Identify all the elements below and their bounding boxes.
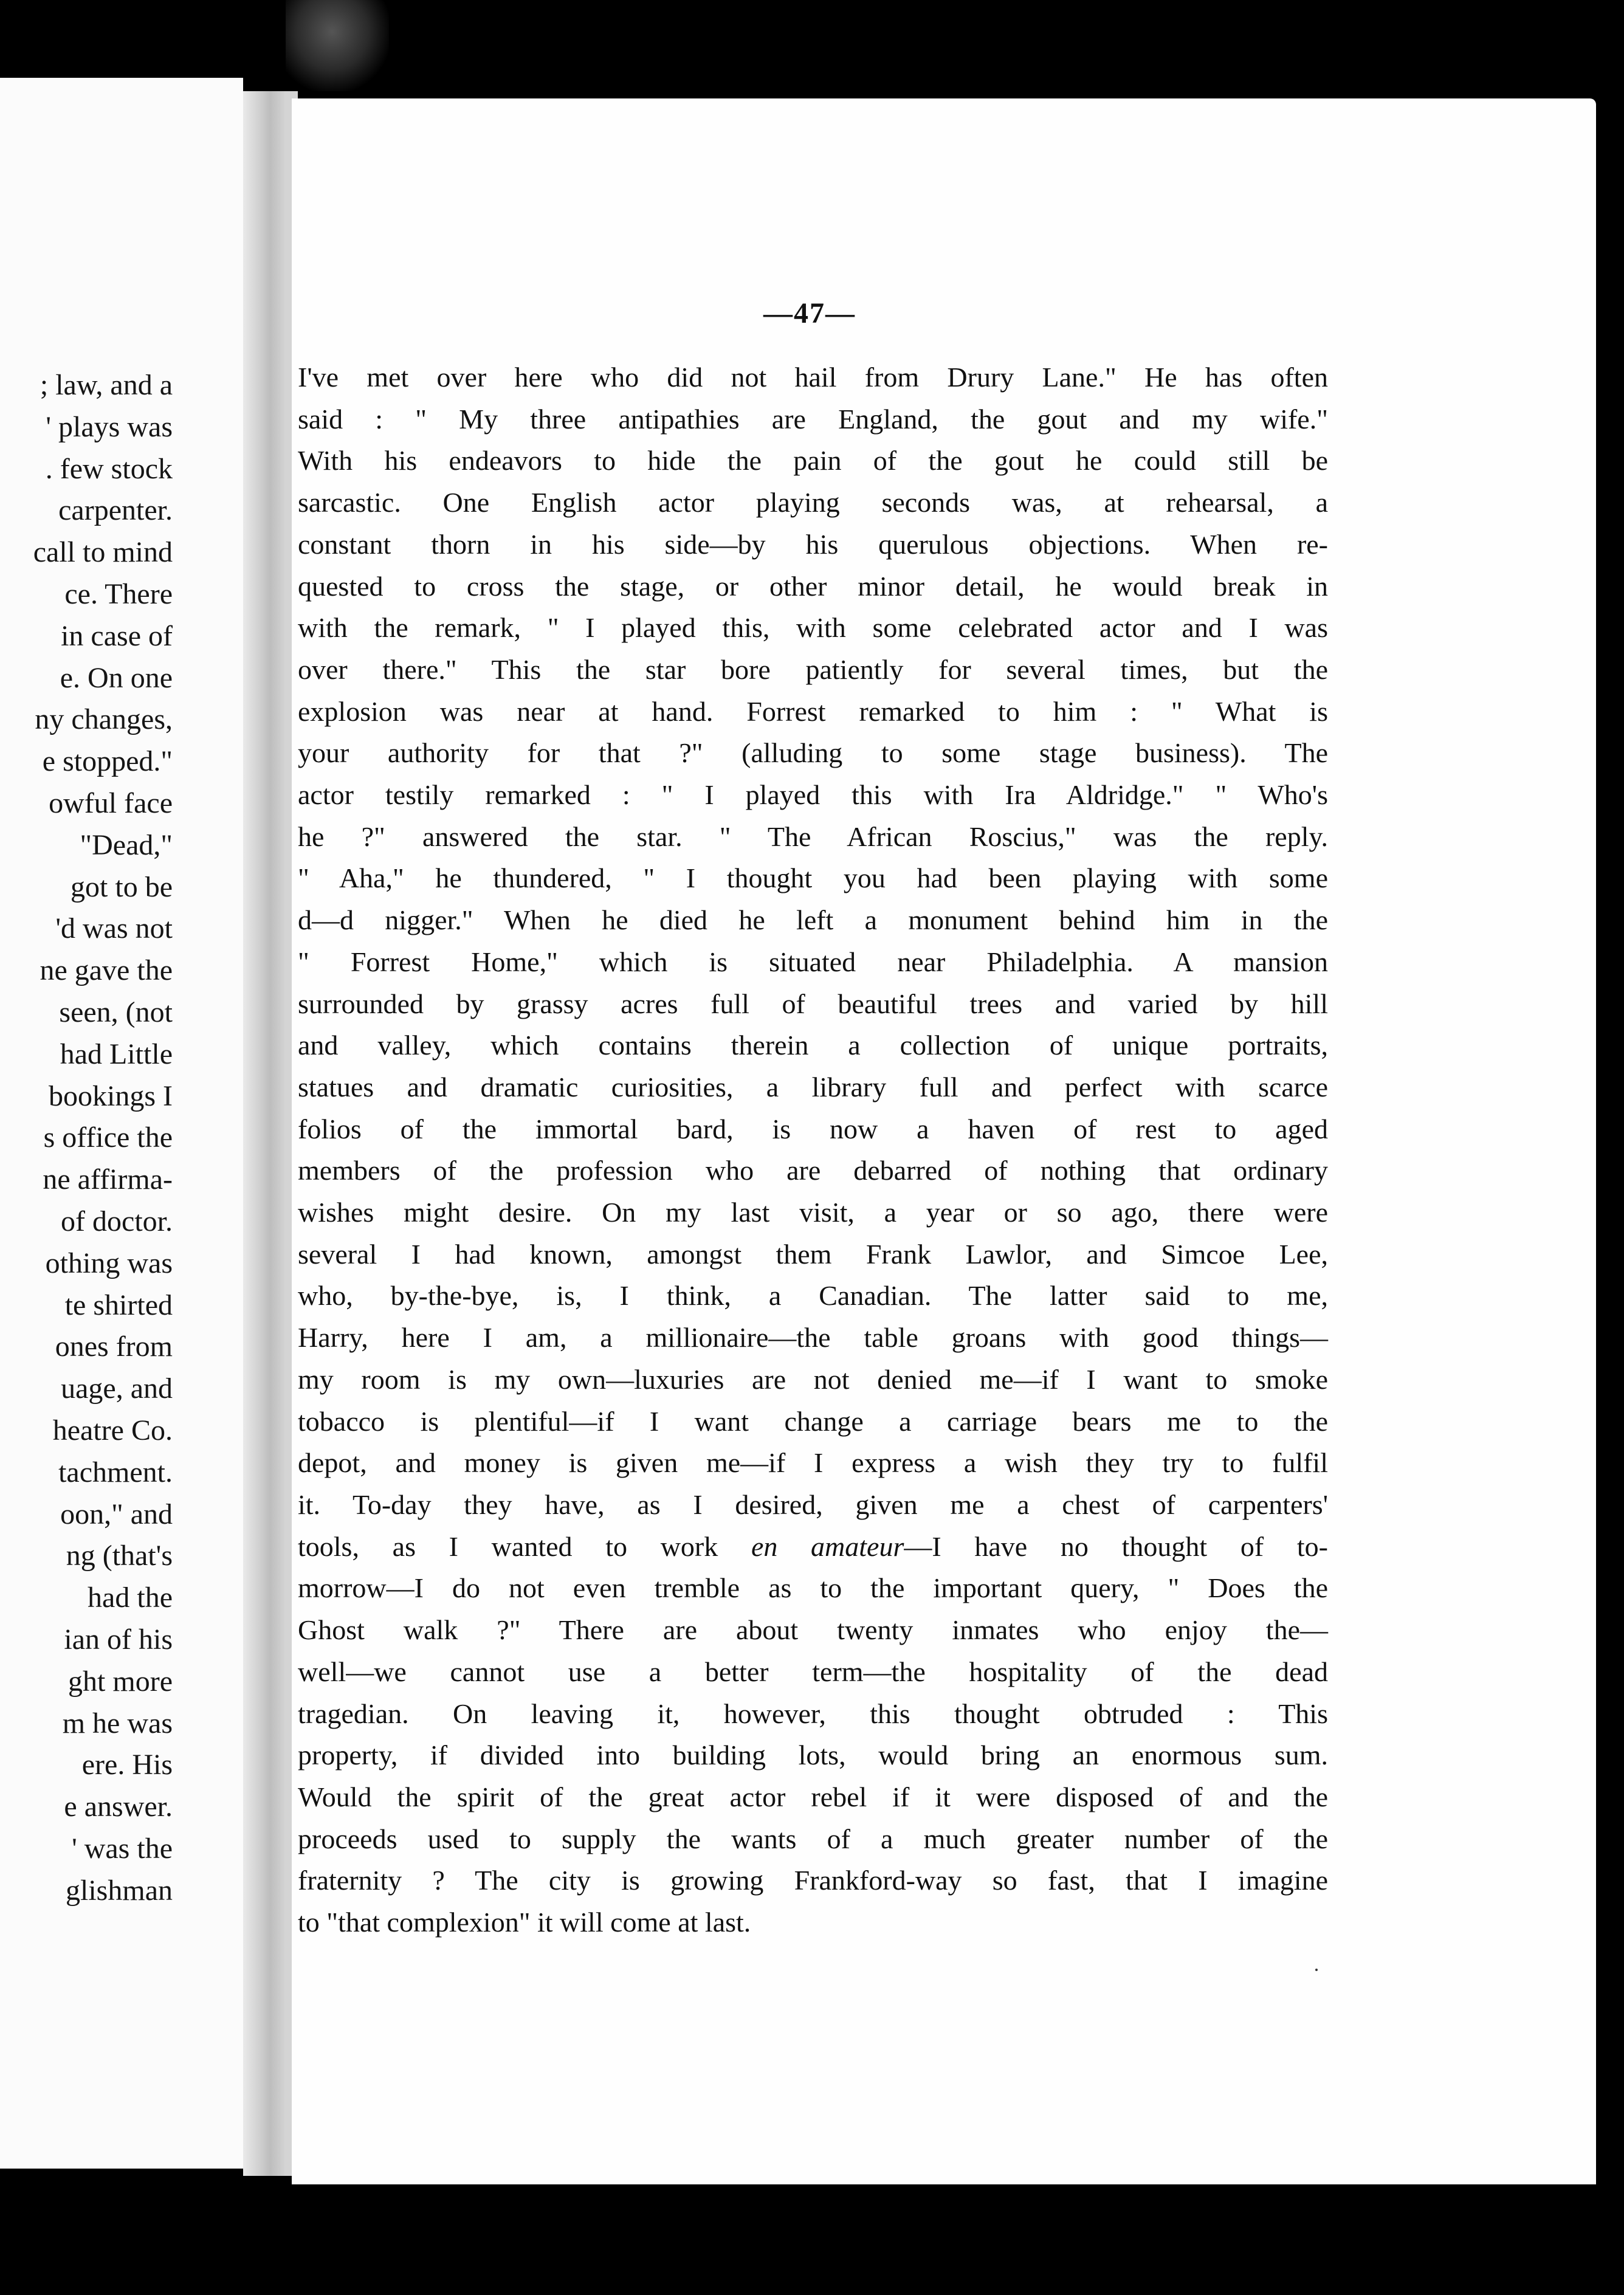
left-page-line: ne gave the bbox=[40, 954, 173, 987]
left-page-line: had Little bbox=[60, 1037, 173, 1070]
text-line: actor testily remarked : " I played this with Ira Aldridge." " Who's bbox=[298, 779, 1328, 811]
left-page-line: owful face bbox=[49, 786, 173, 819]
text-line: explosion was near at hand. Forrest remarked to him : " What is bbox=[298, 695, 1328, 727]
text-line: tobacco is plentiful—if I want change a carriage bears me to the bbox=[298, 1405, 1328, 1437]
left-page-line: s office the bbox=[43, 1121, 173, 1154]
left-page-line: e answer. bbox=[64, 1791, 173, 1823]
left-page-line: got to be bbox=[71, 870, 173, 903]
text-segment: —I have no thought of to- bbox=[904, 1530, 1328, 1562]
left-page-line: ' was the bbox=[72, 1832, 173, 1865]
left-page-line: ; law, and a bbox=[40, 369, 173, 401]
text-line: constant thorn in his side—by his querulous objections. When re- bbox=[298, 528, 1328, 560]
text-line: your authority for that ?" (alluding to some stage business). The bbox=[298, 737, 1328, 769]
text-line: I've met over here who did not hail from Drury Lane." He has often bbox=[298, 362, 1328, 393]
left-page-line: ny changes, bbox=[35, 703, 173, 736]
text-line: quested to cross the stage, or other minor detail, he would break in bbox=[298, 570, 1328, 602]
text-line: over there." This the star bore patiently for several times, but the bbox=[298, 653, 1328, 685]
left-page-line: seen, (not bbox=[59, 996, 173, 1028]
text-line: he ?" answered the star. " The African Roscius," was the reply. bbox=[298, 821, 1328, 852]
left-page-line: bookings I bbox=[49, 1079, 173, 1112]
left-page-line: e stopped." bbox=[42, 745, 173, 778]
text-line: well—we cannot use a better term—the hospitality of the dead bbox=[298, 1656, 1328, 1687]
text-line: With his endeavors to hide the pain of the gout he could still be bbox=[298, 445, 1328, 477]
left-page-line: othing was bbox=[45, 1247, 173, 1279]
text-line: fraternity ? The city is growing Frankford-way so fast, that I imagine bbox=[298, 1865, 1328, 1896]
left-page-line: oon," and bbox=[60, 1498, 173, 1530]
left-page-line: ian of his bbox=[64, 1623, 173, 1656]
left-page-text bbox=[0, 365, 173, 1911]
left-page-line: m he was bbox=[62, 1707, 173, 1739]
left-page-line: had the bbox=[88, 1581, 173, 1614]
text-line: several I had known, amongst them Frank Lawlor, and Simcoe Lee, bbox=[298, 1238, 1328, 1270]
left-page-line: carpenter. bbox=[58, 494, 173, 527]
text-line: " Aha," he thundered, " I thought you had been playing with some bbox=[298, 862, 1328, 894]
left-page-line: call to mind bbox=[33, 536, 173, 569]
left-page-line: ght more bbox=[68, 1665, 173, 1698]
text-line: " Forrest Home," which is situated near Philadelphia. A mansion bbox=[298, 946, 1328, 977]
left-page-line: te shirted bbox=[64, 1289, 173, 1321]
text-line: said : " My three antipathies are England, the gout and my wife." bbox=[298, 403, 1328, 435]
left-page-line: ne affirma- bbox=[43, 1163, 173, 1196]
text-line: folios of the immortal bard, is now a haven of rest to aged bbox=[298, 1113, 1328, 1144]
left-page-line: ones from bbox=[55, 1330, 173, 1363]
left-page-line: heatre Co. bbox=[52, 1414, 173, 1447]
text-segment: tools, as I wanted to work bbox=[298, 1530, 751, 1562]
text-line: with the remark, " I played this, with some celebrated actor and I was bbox=[298, 612, 1328, 644]
text-line: it. To-day they have, as I desired, given me a chest of carpenters' bbox=[298, 1488, 1328, 1520]
left-page-line: ce. There bbox=[64, 577, 173, 610]
text-line: morrow—I do not even tremble as to the important query, " Does the bbox=[298, 1572, 1328, 1604]
text-line: statues and dramatic curiosities, a library full and perfect with scarce bbox=[298, 1071, 1328, 1103]
text-line: who, by-the-bye, is, I think, a Canadian. The latter said to me, bbox=[298, 1280, 1328, 1312]
text-line: members of the profession who are debarred of nothing that ordinary bbox=[298, 1155, 1328, 1186]
text-line: and valley, which contains therein a collection of unique portraits, bbox=[298, 1030, 1328, 1061]
page-number: —47— bbox=[763, 297, 856, 329]
text-line: surrounded by grassy acres full of beautiful trees and varied by hill bbox=[298, 988, 1328, 1019]
scan-shadow bbox=[286, 0, 389, 91]
text-line: depot, and money is given me—if I express a wish they try to fulfil bbox=[298, 1447, 1328, 1479]
text-line: Would the spirit of the great actor rebel if it were disposed of and the bbox=[298, 1781, 1328, 1812]
text-line: Harry, here I am, a millionaire—the table groans with good things— bbox=[298, 1322, 1328, 1354]
left-page-line: tachment. bbox=[58, 1456, 173, 1488]
text-line: wishes might desire. On my last visit, a year or so ago, there were bbox=[298, 1197, 1328, 1228]
left-page-line: glishman bbox=[66, 1874, 173, 1907]
left-page-line: of doctor. bbox=[61, 1205, 173, 1237]
body-text bbox=[298, 357, 1328, 1944]
text-line: sarcastic. One English actor playing seconds was, at rehearsal, a bbox=[298, 487, 1328, 518]
left-page bbox=[0, 78, 243, 2169]
text-line: my room is my own—luxuries are not denied me—if I want to smoke bbox=[298, 1363, 1328, 1395]
left-page-line: ng (that's bbox=[66, 1540, 173, 1572]
left-page-line: e. On one bbox=[60, 661, 173, 694]
text-line: Ghost walk ?" There are about twenty inmates who enjoy the— bbox=[298, 1614, 1328, 1646]
left-page-line: "Dead," bbox=[80, 828, 173, 861]
text-line: d—d nigger." When he died he left a monument behind him in the bbox=[298, 904, 1328, 936]
left-page-line: uage, and bbox=[61, 1372, 173, 1405]
text-line: to "that complexion" it will come at last. bbox=[298, 1907, 751, 1938]
left-page-line: . few stock bbox=[45, 452, 173, 485]
left-page-line: ere. His bbox=[81, 1749, 173, 1781]
text-line: tragedian. On leaving it, however, this thought obtruded : This bbox=[298, 1698, 1328, 1729]
text-line: property, if divided into building lots, would bring an enormous sum. bbox=[298, 1739, 1328, 1771]
text-line: proceeds used to supply the wants of a much greater number of the bbox=[298, 1823, 1328, 1854]
left-page-line: 'd was not bbox=[55, 912, 173, 945]
left-page-line: in case of bbox=[61, 619, 173, 652]
scan-speck bbox=[1315, 1969, 1318, 1971]
italic-phrase: en amateur bbox=[751, 1530, 904, 1562]
text-line bbox=[298, 1526, 1328, 1568]
left-page-line: ' plays was bbox=[46, 410, 173, 443]
